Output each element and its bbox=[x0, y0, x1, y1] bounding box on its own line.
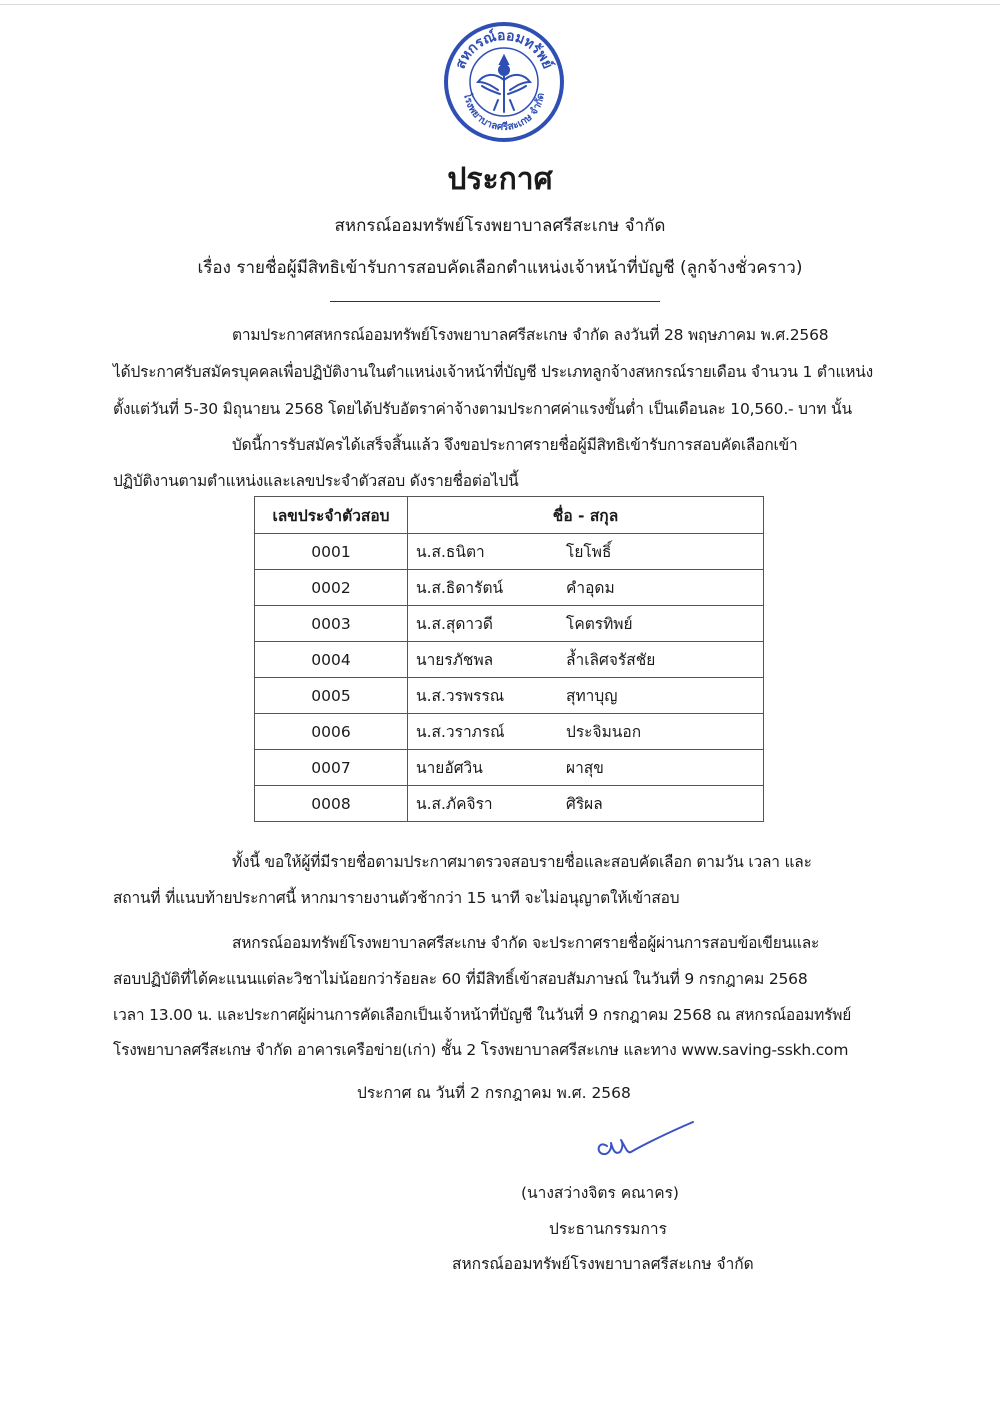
announcement-date: ประกาศ ณ วันที่ 2 กรกฎาคม พ.ศ. 2568 bbox=[357, 1084, 631, 1102]
exam-number-cell: 0002 bbox=[255, 570, 408, 606]
announcement-title: ประกาศ bbox=[447, 162, 553, 197]
exam-number-cell: 0003 bbox=[255, 606, 408, 642]
intro-line: ปฏิบัติงานตามตำแหน่งและเลขประจำตัวสอบ ดังรายชื่อต่อไปนี้ bbox=[113, 472, 519, 490]
last-name-cell: ประจิมนอก bbox=[566, 714, 764, 750]
handwritten-signature bbox=[585, 1110, 700, 1166]
table-row bbox=[255, 750, 764, 786]
cooperative-seal-logo bbox=[442, 20, 566, 144]
first-name-cell: น.ส.วรพรรณ bbox=[408, 678, 567, 714]
announcement-subject: เรื่อง รายชื่อผู้มีสิทธิเข้ารับการสอบคัดเลือกตำแหน่งเจ้าหน้าที่บัญชี (ลูกจ้างชั่วคราว) bbox=[197, 258, 803, 278]
exam-number-cell: 0008 bbox=[255, 786, 408, 822]
last-name-cell: ผาสุข bbox=[566, 750, 764, 786]
exam-number-cell: 0004 bbox=[255, 642, 408, 678]
table-row bbox=[255, 570, 764, 606]
table-row bbox=[255, 606, 764, 642]
header-exam-number: เลขประจำตัวสอบ bbox=[255, 497, 408, 534]
table-row bbox=[255, 534, 764, 570]
exam-number-cell: 0001 bbox=[255, 534, 408, 570]
table-row bbox=[255, 786, 764, 822]
table-header-row bbox=[255, 497, 764, 534]
first-name-cell: น.ส.สุดาวดี bbox=[408, 606, 567, 642]
last-name-cell: ศิริผล bbox=[566, 786, 764, 822]
signatory-organization: สหกรณ์ออมทรัพย์โรงพยาบาลศรีสะเกษ จำกัด bbox=[452, 1255, 754, 1273]
last-name-cell: สุทาบุญ bbox=[566, 678, 764, 714]
table-row bbox=[255, 714, 764, 750]
schedule-line: เวลา 13.00 น. และประกาศผู้ผ่านการคัดเลือกเป็นเจ้าหน้าที่บัญชี ในวันที่ 9 กรกฎาคม 2568 ณ สหกรณ์ออมทรัพย์ bbox=[113, 1006, 852, 1024]
notice-line: ทั้งนี้ ขอให้ผู้ที่มีรายชื่อตามประกาศมาตรวจสอบรายชื่อและสอบคัดเลือก ตามวัน เวลา และ bbox=[232, 853, 812, 871]
signatory-position: ประธานกรรมการ bbox=[549, 1220, 667, 1238]
last-name-cell: โคตรทิพย์ bbox=[566, 606, 764, 642]
first-name-cell: นายอัศวิน bbox=[408, 750, 567, 786]
exam-number-cell: 0006 bbox=[255, 714, 408, 750]
title-divider bbox=[330, 301, 660, 302]
notice-line: สถานที่ ที่แนบท้ายประกาศนี้ หากมารายงานตัวช้ากว่า 15 นาที จะไม่อนุญาตให้เข้าสอบ bbox=[113, 889, 680, 907]
intro-line: ตั้งแต่วันที่ 5-30 มิถุนายน 2568 โดยได้ปรับอัตราค่าจ้างตามประกาศค่าแรงขั้นต่ำ เป็นเดือนละ 10,560.- บาท นั้น bbox=[113, 400, 852, 418]
table-row bbox=[255, 642, 764, 678]
page-top-edge bbox=[0, 4, 1000, 5]
exam-number-cell: 0005 bbox=[255, 678, 408, 714]
first-name-cell: น.ส.ธิดารัตน์ bbox=[408, 570, 567, 606]
first-name-cell: น.ส.วราภรณ์ bbox=[408, 714, 567, 750]
table-row bbox=[255, 678, 764, 714]
first-name-cell: น.ส.ธนิตา bbox=[408, 534, 567, 570]
signatory-name: (นางสว่างจิตร คณาคร) bbox=[521, 1184, 679, 1202]
seal-top-text: สหกรณ์ออมทรัพย์ bbox=[452, 27, 556, 72]
candidate-table bbox=[254, 496, 764, 822]
first-name-cell: น.ส.ภัคจิรา bbox=[408, 786, 567, 822]
schedule-line: โรงพยาบาลศรีสะเกษ จำกัด อาคารเครือข่าย(เก่า) ชั้น 2 โรงพยาบาลศรีสะเกษ และทาง www.saving-sskh.com bbox=[113, 1041, 849, 1059]
intro-line: ได้ประกาศรับสมัครบุคคลเพื่อปฏิบัติงานในตำแหน่งเจ้าหน้าที่บัญชี ประเภทลูกจ้างสหกรณ์รายเดือน จำนวน 1 ตำแหน่ง bbox=[113, 363, 874, 381]
last-name-cell: โยโพธิ์ bbox=[566, 534, 764, 570]
header-full-name: ชื่อ - สกุล bbox=[408, 497, 764, 534]
organization-name: สหกรณ์ออมทรัพย์โรงพยาบาลศรีสะเกษ จำกัด bbox=[334, 216, 666, 236]
last-name-cell: คำอุดม bbox=[566, 570, 764, 606]
intro-line: บัดนี้การรับสมัครได้เสร็จสิ้นแล้ว จึงขอประกาศรายชื่อผู้มีสิทธิเข้ารับการสอบคัดเลือกเข้า bbox=[232, 436, 798, 454]
last-name-cell: ล้ำเลิศจรัสชัย bbox=[566, 642, 764, 678]
exam-number-cell: 0007 bbox=[255, 750, 408, 786]
schedule-line: สอบปฏิบัติที่ได้คะแนนแต่ละวิชาไม่น้อยกว่าร้อยละ 60 ที่มีสิทธิ์เข้าสอบสัมภาษณ์ ในวันที่ 9 กรกฎาคม 2568 bbox=[113, 970, 808, 988]
schedule-line: สหกรณ์ออมทรัพย์โรงพยาบาลศรีสะเกษ จำกัด จะประกาศรายชื่อผู้ผ่านการสอบข้อเขียนและ bbox=[232, 934, 820, 952]
first-name-cell: นายรภัชพล bbox=[408, 642, 567, 678]
seal-bottom-text: โรงพยาบาลศรีสะเกษ จำกัด bbox=[461, 92, 547, 134]
intro-line: ตามประกาศสหกรณ์ออมทรัพย์โรงพยาบาลศรีสะเกษ จำกัด ลงวันที่ 28 พฤษภาคม พ.ศ.2568 bbox=[232, 326, 829, 344]
